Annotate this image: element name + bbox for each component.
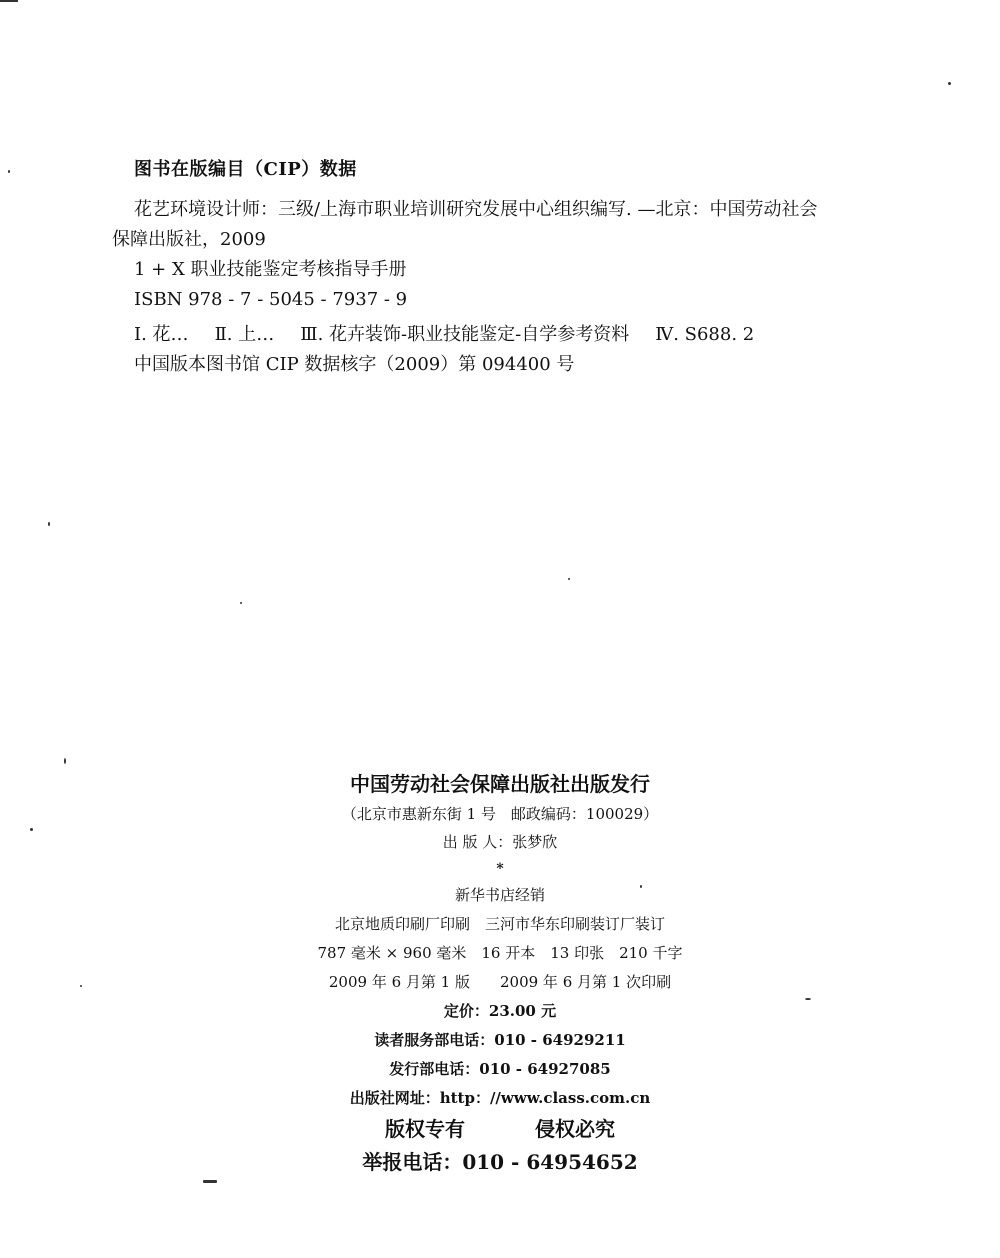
edition-line: 2009 年 6 月第 1 版 2009 年 6 月第 1 次印刷 xyxy=(328,973,672,991)
scan-speck xyxy=(0,0,18,2)
classification-part-2: Ⅱ. 上… xyxy=(214,324,275,345)
scan-speck xyxy=(805,998,811,1000)
cip-title: 图书在版编目（CIP）数据 xyxy=(134,159,357,180)
price-line: 定价：23.00 元 xyxy=(443,1002,557,1020)
cip-entry-line-1: 花艺环境设计师：三级/上海市职业培训研究发展中心组织编写. —北京：中国劳动社会 xyxy=(134,199,818,220)
publisher-line: 中国劳动社会保障出版社出版发行 xyxy=(350,772,650,796)
classification-part-1: Ⅰ. 花… xyxy=(134,324,189,345)
scan-speck xyxy=(240,602,242,604)
cip-entry-line-2: 保障出版社，2009 xyxy=(112,229,266,250)
rights-line xyxy=(0,1113,1000,1146)
infringement-warning: 侵权必究 xyxy=(535,1117,615,1141)
format-line: 787 毫米 × 960 毫米 16 开本 13 印张 210 千字 xyxy=(317,944,683,962)
address-line: （北京市惠新东街 1 号 邮政编码：100029） xyxy=(341,805,659,823)
publisher-person-line: 出 版 人：张梦欣 xyxy=(442,833,558,851)
colophon-block xyxy=(0,768,1000,1179)
scan-speck xyxy=(80,985,82,987)
cip-classification xyxy=(112,320,952,350)
cip-library-record: 中国版本图书馆 CIP 数据核字（2009）第 094400 号 xyxy=(134,354,575,375)
report-phone-line: 举报电话：010 - 64954652 xyxy=(362,1150,638,1174)
distributor-line: 新华书店经销 xyxy=(454,886,545,904)
separator-star: * xyxy=(496,861,504,877)
website-line: 出版社网址：http：//www.class.com.cn xyxy=(349,1089,651,1107)
classification-part-4: Ⅳ. S688. 2 xyxy=(655,324,755,345)
classification-part-3: Ⅲ. 花卉装饰-职业技能鉴定-自学参考资料 xyxy=(300,324,630,345)
scan-speck xyxy=(30,828,33,831)
scan-speck xyxy=(640,885,642,888)
rights-reserved: 版权专有 xyxy=(385,1117,465,1141)
scan-speck xyxy=(48,522,50,526)
cip-block xyxy=(112,155,952,380)
distribution-phone-line: 发行部电话：010 - 64927085 xyxy=(389,1060,611,1078)
cip-isbn: ISBN 978 - 7 - 5045 - 7937 - 9 xyxy=(134,289,408,310)
reader-phone-line: 读者服务部电话：010 - 64929211 xyxy=(374,1031,626,1049)
scan-speck xyxy=(203,1180,217,1183)
scan-speck xyxy=(568,578,570,580)
scan-speck xyxy=(64,758,66,764)
scan-speck xyxy=(8,170,10,173)
printers-line: 北京地质印刷厂印刷 三河市华东印刷装订厂装订 xyxy=(334,915,665,933)
scan-speck xyxy=(948,82,951,85)
cip-series: 1 + X 职业技能鉴定考核指导手册 xyxy=(134,259,407,280)
